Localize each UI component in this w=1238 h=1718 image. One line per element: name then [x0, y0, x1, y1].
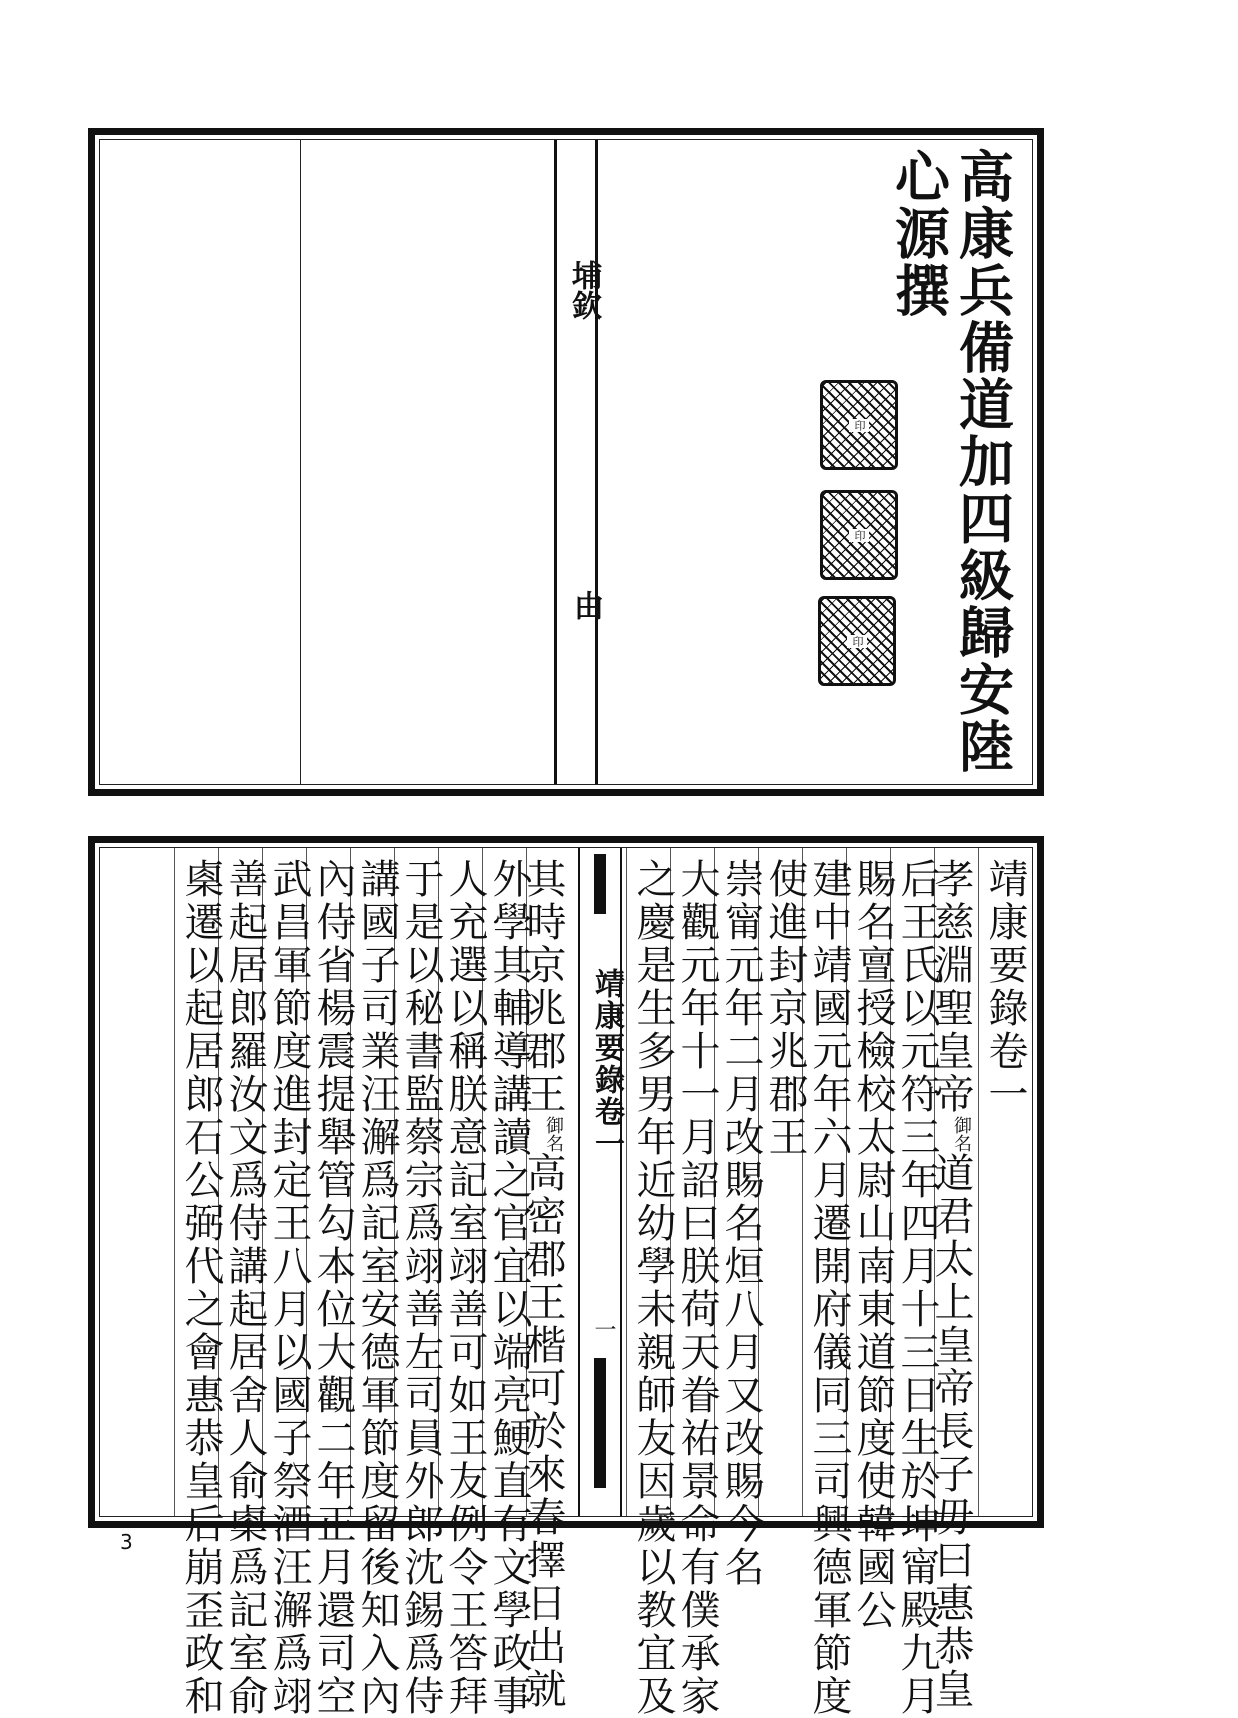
text-column: [484, 858, 534, 1718]
column-text: 崇甯元年二月改賜名烜八月又改賜今名: [718, 858, 764, 1589]
taboo-name-note: 御名: [543, 1116, 564, 1152]
column-text: 于是以秘書監蔡宗爲翊善左司員外郎沈錫爲侍: [398, 858, 444, 1718]
title-page-spine: [554, 140, 603, 784]
center-page-number: 一: [591, 1318, 616, 1340]
text-page-inner-border: [99, 847, 1033, 1718]
fish-tail-mark-bottom: [594, 1358, 606, 1488]
column-text: 其時京兆郡王: [520, 858, 566, 1116]
center-title: 靖康要錄卷一: [589, 968, 624, 1160]
text-column: [672, 858, 722, 1718]
seal-stamp-2: 印: [820, 490, 898, 580]
page-number: 3: [120, 1530, 133, 1554]
spine-top-text: 埔欽: [566, 260, 601, 320]
text-column: [804, 858, 854, 1718]
taboo-name-note: 御名: [951, 1116, 972, 1152]
column-text: 之慶是生多男年近幼學未親師友因歲以教宜及: [630, 858, 676, 1718]
column-text: 㮚遷以起居郎石公弼代之會惠恭皇后崩歪政和: [178, 858, 224, 1718]
center-fold-strip: [578, 848, 622, 1516]
column-text: 內侍省楊震提舉管勾本位大觀二年正月還司空: [310, 858, 356, 1718]
spine-mid-text: 由: [568, 590, 603, 620]
text-column: [716, 858, 766, 1589]
column-text: 人充選以稱朕意記室翊善可如王友例令王答拜: [442, 858, 488, 1718]
text-column: [760, 858, 810, 1508]
seal-stamp-1: 印: [820, 380, 898, 470]
column-text: 善起居郎羅汝文爲侍講起居舍人俞㮚爲記室俞: [222, 858, 268, 1718]
text-column: [892, 858, 942, 1718]
column-text: 武昌軍節度進封定王八月以國子祭酒汪澥爲翊: [266, 858, 312, 1718]
column-divider: [300, 140, 301, 784]
title-page-frame: [88, 128, 1044, 796]
title-page-inner-border: [99, 139, 1033, 785]
text-column: [440, 858, 490, 1718]
text-column: [308, 858, 358, 1718]
text-column: [352, 858, 402, 1718]
fish-tail-mark-top: [594, 854, 606, 914]
column-text: 大觀元年十一月詔曰朕荷天眷祐景命有僕承家: [674, 858, 720, 1718]
text-column: [928, 858, 986, 1711]
title-author-line: 高康兵備道加四級歸安陸心源撰: [886, 148, 1015, 775]
text-column: [628, 858, 678, 1718]
text-column: [396, 858, 446, 1718]
text-column: [220, 858, 270, 1718]
column-text: 高密郡王楷可於來春擇日出就: [520, 1152, 566, 1711]
column-text: 賜名亶授檢校太尉山南東道節度使韓國公: [850, 858, 896, 1632]
column-text: 孝慈淵聖皇帝: [928, 858, 974, 1116]
column-text: 靖康要錄卷一: [982, 858, 1028, 1116]
text-column: [264, 858, 314, 1718]
text-column: [980, 858, 1030, 1508]
text-page-frame: [88, 836, 1044, 1718]
text-column: [848, 858, 898, 1632]
column-text: 建中靖國元年六月遷開府儀同三司興德軍節度: [806, 858, 852, 1718]
column-text: 使進封京兆郡王: [762, 858, 808, 1159]
text-column: [520, 858, 578, 1711]
column-rule: [174, 848, 175, 1516]
text-column: [176, 858, 226, 1718]
seal-stamp-3: 印: [818, 596, 896, 686]
column-text: 外學其輔導講讀之官宜以端亮鯁直有文學政事: [486, 858, 532, 1718]
column-rule: [626, 848, 627, 1516]
column-text: 后王氏以元符三年四月十三日生於坤甯殿九月: [894, 858, 940, 1718]
column-text: 道君太上皇帝長子毋曰惠恭皇: [928, 1152, 974, 1711]
column-text: 講國子司業汪澥爲記室安德軍節度留後知入內: [354, 858, 400, 1718]
